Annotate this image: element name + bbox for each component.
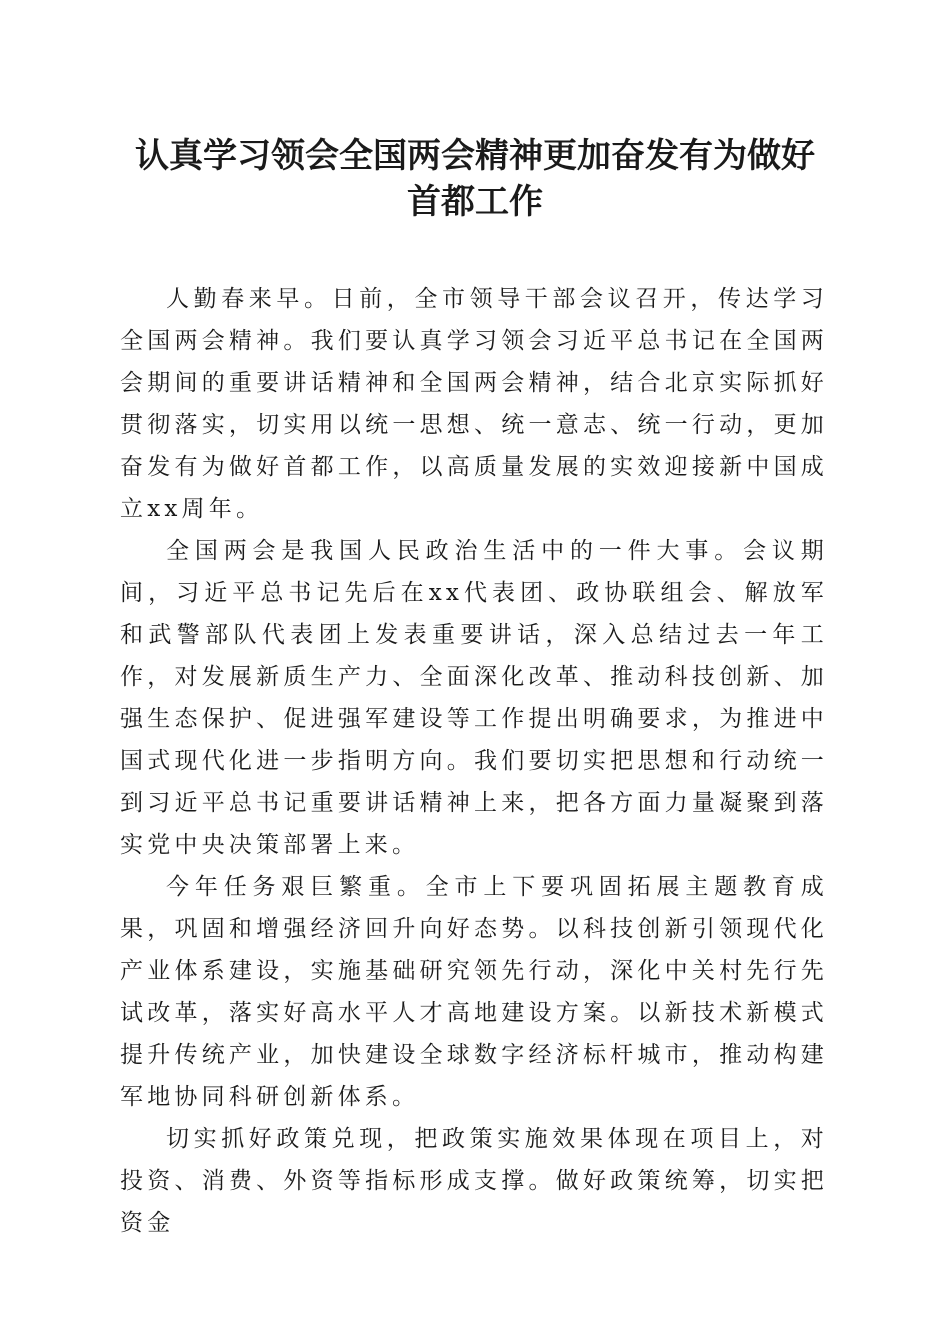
paragraph-2: 全国两会是我国人民政治生活中的一件大事。会议期间，习近平总书记先后在xx代表团、政协联组会、解放军和武警部队代表团上发表重要讲话，深入总结过去一年工作，对发展新质生产力、全面深化改革、推动科技创新、加强生态保护、促进强军建设等工作提出明确要求，为推进中国式现代化进一步指明方向。我们要切实把思想和行动统一到习近平总书记重要讲话精神上来，把各方面力量凝聚到落实党中央决策部署上来。 [120, 538, 828, 858]
paragraph-4: 切实抓好政策兑现，把政策实施效果体现在项目上，对投资、消费、外资等指标形成支撑。做好政策统筹，切实把资金 [120, 1126, 828, 1236]
title-line-2: 首都工作 [407, 182, 543, 222]
document-body [120, 278, 828, 1244]
title-line-1: 认真学习领会全国两会精神更加奋发有为做好 [135, 136, 815, 176]
paragraph-3: 今年任务艰巨繁重。全市上下要巩固拓展主题教育成果，巩固和增强经济回升向好态势。以科技创新引领现代化产业体系建设，实施基础研究领先行动，深化中关村先行先试改革，落实好高水平人才高地建设方案。以新技术新模式提升传统产业，加快建设全球数字经济标杆城市，推动构建军地协同科研创新体系。 [120, 874, 828, 1110]
document-title [100, 133, 850, 225]
paragraph-1: 人勤春来早。日前，全市领导干部会议召开，传达学习全国两会精神。我们要认真学习领会习近平总书记在全国两会期间的重要讲话精神和全国两会精神，结合北京实际抓好贯彻落实，切实用以统一思想、统一意志、统一行动，更加奋发有为做好首都工作，以高质量发展的实效迎接新中国成立xx周年。 [120, 286, 828, 522]
